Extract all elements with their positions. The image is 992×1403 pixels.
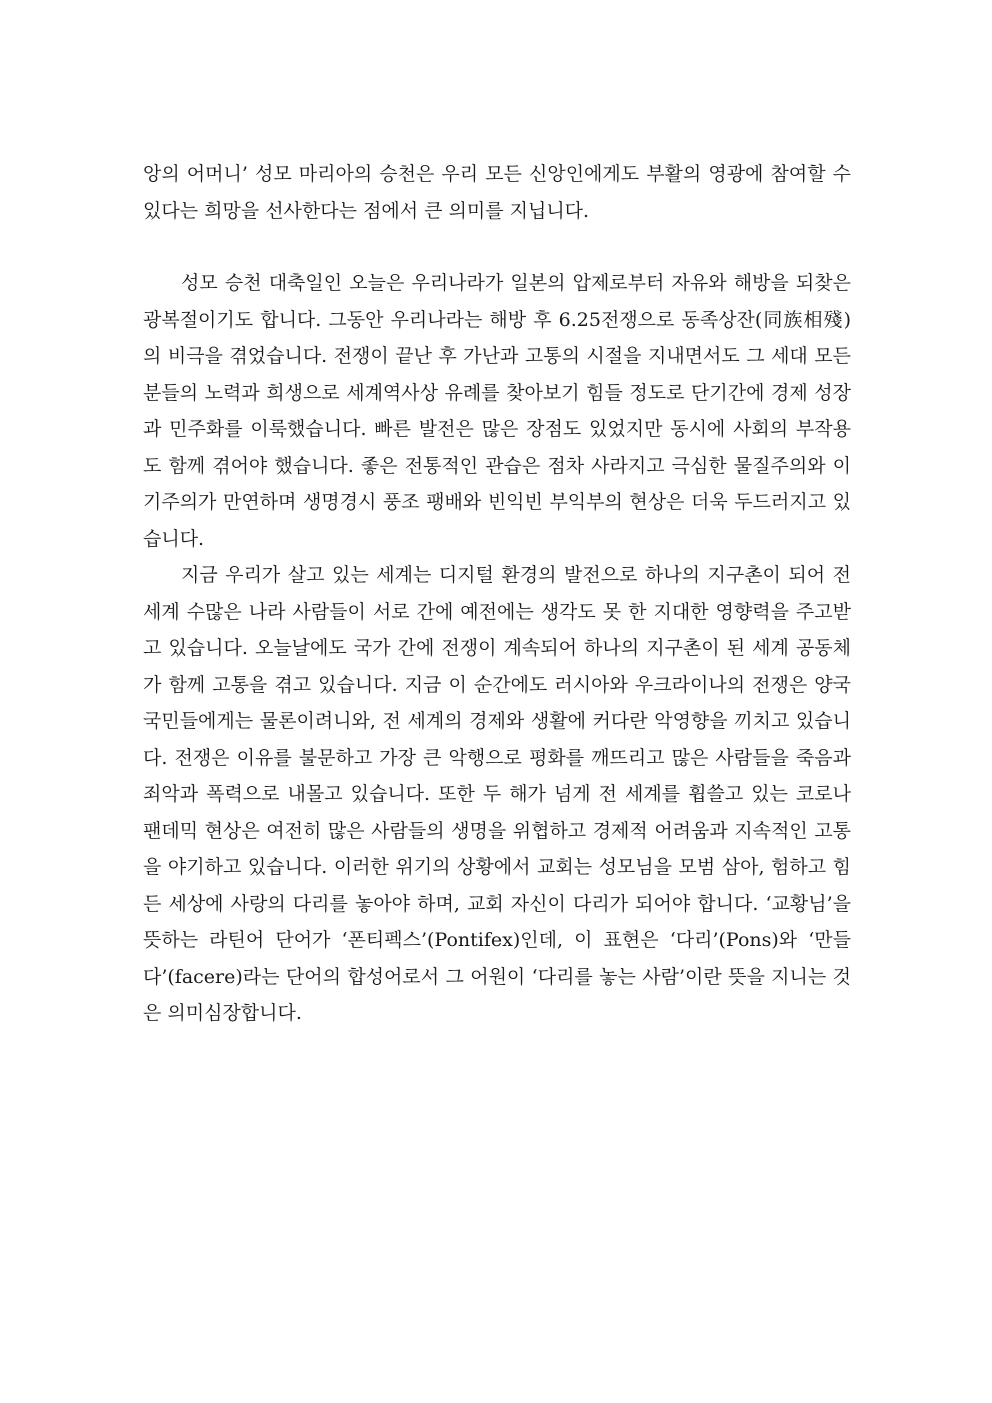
paragraph-spacer	[143, 229, 851, 265]
document-body	[143, 156, 851, 1032]
paragraph-1: 앙의 어머니’ 성모 마리아의 승천은 우리 모든 신앙인에게도 부활의 영광에 참여할 수 있다는 희망을 선사한다는 점에서 큰 의미를 지닙니다.	[143, 163, 851, 222]
paragraph-3: 지금 우리가 살고 있는 세계는 디지털 환경의 발전으로 하나의 지구촌이 되어 전 세계 수많은 나라 사람들이 서로 간에 예전에는 생각도 못 한 지대한 영향력을 주고받고 있습니다. 오늘날에도 국가 간에 전쟁이 계속되어 하나의 지구촌이 된 세계 공동체가 함께 고통을 겪고 있습니다. 지금 이 순간에도 러시아와 우크라이나의 전쟁은 양국 국민들에게는 물론이려니와, 전 세계의 경제와 생활에 커다란 악영향을 끼치고 있습니다. 전쟁은 이유를 불문하고 가장 큰 악행으로 평화를 깨뜨리고 많은 사람들을 죽음과 죄악과 폭력으로 내몰고 있습니다. 또한 두 해가 넘게 전 세계를 휩쓸고 있는 코로나 팬데믹 현상은 여전히 많은 사람들의 생명을 위협하고 경제적 어려움과 지속적인 고통을 야기하고 있습니다. 이러한 위기의 상황에서 교회는 성모님을 모범 삼아, 험하고 힘든 세상에 사랑의 다리를 놓아야 하며, 교회 자신이 다리가 되어야 합니다. ‘교황님’을 뜻하는 라틴어 단어가 ‘폰티펙스’(Pontifex)인데, 이 표현은 ‘다리’(Pons)와 ‘만들다’(facere)라는 단어의 합성어로서 그 어원이 ‘다리를 놓는 사람’이란 뜻을 지니는 것은 의미심장합니다.	[143, 564, 851, 1024]
paragraph-2: 성모 승천 대축일인 오늘은 우리나라가 일본의 압제로부터 자유와 해방을 되찾은 광복절이기도 합니다. 그동안 우리나라는 해방 후 6.25전쟁으로 동족상잔(同族相殘)의 비극을 겪었습니다. 전쟁이 끝난 후 가난과 고통의 시절을 지내면서도 그 세대 모든 분들의 노력과 희생으로 세계역사상 유례를 찾아보기 힘들 정도로 단기간에 경제 성장과 민주화를 이룩했습니다. 빠른 발전은 많은 장점도 있었지만 동시에 사회의 부작용도 함께 겪어야 했습니다. 좋은 전통적인 관습은 점차 사라지고 극심한 물질주의와 이기주의가 만연하며 생명경시 풍조 팽배와 빈익빈 부익부의 현상은 더욱 두드러지고 있습니다.	[143, 272, 851, 550]
